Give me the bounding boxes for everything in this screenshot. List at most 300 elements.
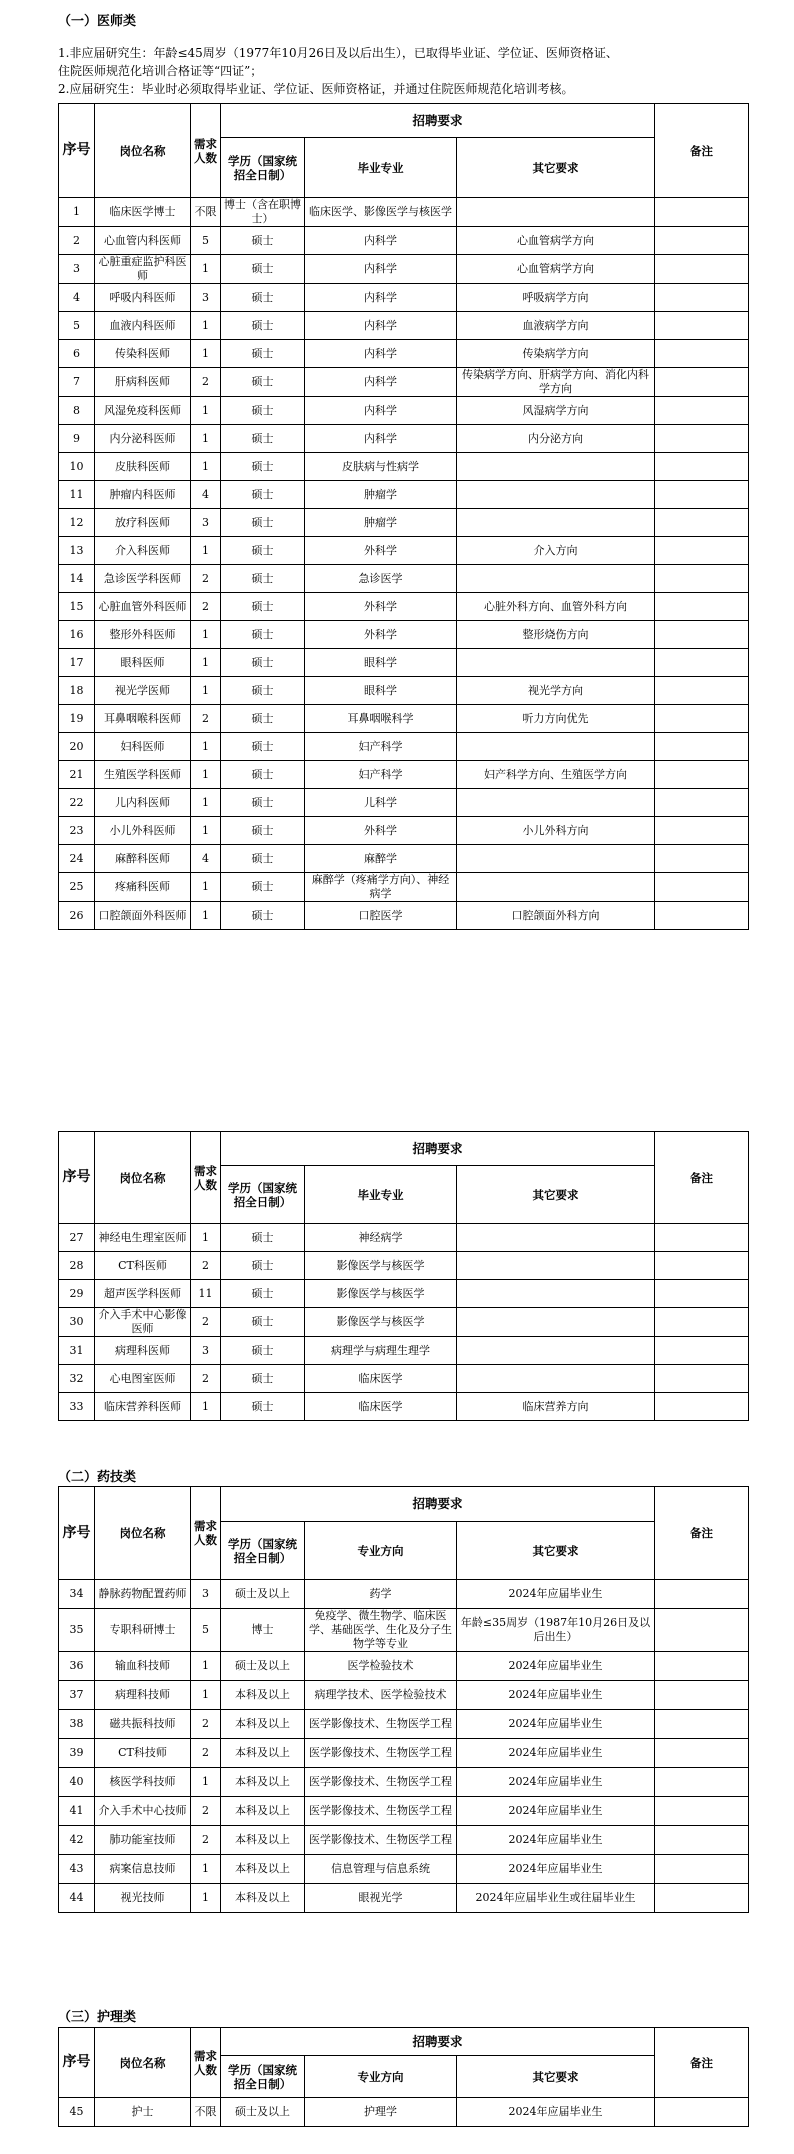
cell-major: 眼科学 bbox=[305, 677, 457, 705]
cell-seq: 44 bbox=[59, 1884, 95, 1913]
cell-other bbox=[457, 1280, 655, 1308]
table-row bbox=[59, 227, 749, 255]
cell-education: 硕士 bbox=[221, 509, 305, 537]
cell-seq: 24 bbox=[59, 845, 95, 873]
cell-major: 临床医学 bbox=[305, 1393, 457, 1421]
cell-major: 内科学 bbox=[305, 227, 457, 255]
table-row bbox=[59, 1681, 749, 1710]
cell-other bbox=[457, 845, 655, 873]
table-row bbox=[59, 789, 749, 817]
header-seq: 序号 bbox=[59, 2028, 95, 2098]
cell-post: 肺功能室技师 bbox=[95, 1826, 191, 1855]
cell-other: 传染病学方向、肝病学方向、消化内科学方向 bbox=[457, 368, 655, 397]
header-education: 学历（国家统招全日制） bbox=[221, 2056, 305, 2098]
cell-major: 内科学 bbox=[305, 397, 457, 425]
cell-education: 本科及以上 bbox=[221, 1855, 305, 1884]
section-title-doctors: （一）医师类 bbox=[58, 14, 137, 29]
cell-seq: 22 bbox=[59, 789, 95, 817]
table-row bbox=[59, 1797, 749, 1826]
cell-seq: 45 bbox=[59, 2098, 95, 2127]
cell-seq: 13 bbox=[59, 537, 95, 565]
cell-post: 疼痛科医师 bbox=[95, 873, 191, 902]
cell-major: 皮肤病与性病学 bbox=[305, 453, 457, 481]
cell-note bbox=[655, 705, 749, 733]
cell-count: 2 bbox=[191, 1252, 221, 1280]
table-row bbox=[59, 1826, 749, 1855]
cell-seq: 18 bbox=[59, 677, 95, 705]
cell-other: 2024年应届毕业生或往届毕业生 bbox=[457, 1884, 655, 1913]
cell-count: 3 bbox=[191, 284, 221, 312]
cell-education: 硕士 bbox=[221, 284, 305, 312]
cell-note bbox=[655, 1224, 749, 1252]
cell-seq: 27 bbox=[59, 1224, 95, 1252]
cell-education: 硕士 bbox=[221, 817, 305, 845]
cell-education: 硕士 bbox=[221, 705, 305, 733]
table-row bbox=[59, 1393, 749, 1421]
header-post: 岗位名称 bbox=[95, 1487, 191, 1580]
table-row bbox=[59, 1280, 749, 1308]
cell-other: 妇产科学方向、生殖医学方向 bbox=[457, 761, 655, 789]
cell-major: 内科学 bbox=[305, 284, 457, 312]
cell-count: 1 bbox=[191, 873, 221, 902]
cell-note bbox=[655, 1884, 749, 1913]
cell-seq: 35 bbox=[59, 1609, 95, 1652]
cell-note bbox=[655, 1365, 749, 1393]
cell-post: 临床营养科医师 bbox=[95, 1393, 191, 1421]
cell-post: 内分泌科医师 bbox=[95, 425, 191, 453]
cell-note bbox=[655, 873, 749, 902]
cell-post: 放疗科医师 bbox=[95, 509, 191, 537]
cell-count: 2 bbox=[191, 593, 221, 621]
cell-count: 11 bbox=[191, 1280, 221, 1308]
intro-line-3: 2.应届研究生：毕业时必须取得毕业证、学位证、医师资格证，并通过住院医师规范化培训考核。 bbox=[58, 82, 574, 96]
cell-count: 3 bbox=[191, 1337, 221, 1365]
cell-education: 硕士 bbox=[221, 621, 305, 649]
cell-seq: 42 bbox=[59, 1826, 95, 1855]
cell-other bbox=[457, 1337, 655, 1365]
header-requirements: 招聘要求 bbox=[221, 104, 655, 138]
cell-education: 硕士 bbox=[221, 845, 305, 873]
cell-education: 硕士 bbox=[221, 873, 305, 902]
cell-count: 不限 bbox=[191, 198, 221, 227]
cell-other: 年龄≤35周岁（1987年10月26日及以后出生） bbox=[457, 1609, 655, 1652]
cell-post: 静脉药物配置药师 bbox=[95, 1580, 191, 1609]
header-post: 岗位名称 bbox=[95, 2028, 191, 2098]
table-row bbox=[59, 397, 749, 425]
cell-major: 儿科学 bbox=[305, 789, 457, 817]
cell-major: 口腔医学 bbox=[305, 902, 457, 930]
cell-seq: 6 bbox=[59, 340, 95, 368]
cell-education: 硕士 bbox=[221, 368, 305, 397]
cell-seq: 14 bbox=[59, 565, 95, 593]
cell-count: 4 bbox=[191, 845, 221, 873]
cell-note bbox=[655, 593, 749, 621]
cell-seq: 5 bbox=[59, 312, 95, 340]
header-direction: 专业方向 bbox=[305, 2056, 457, 2098]
cell-other: 呼吸病学方向 bbox=[457, 284, 655, 312]
table-row bbox=[59, 1308, 749, 1337]
cell-education: 硕士 bbox=[221, 1365, 305, 1393]
cell-count: 2 bbox=[191, 1365, 221, 1393]
cell-education: 硕士 bbox=[221, 425, 305, 453]
cell-seq: 32 bbox=[59, 1365, 95, 1393]
cell-note bbox=[655, 1252, 749, 1280]
header-note: 备注 bbox=[655, 104, 749, 198]
cell-seq: 10 bbox=[59, 453, 95, 481]
table-row bbox=[59, 902, 749, 930]
header-other: 其它要求 bbox=[457, 138, 655, 198]
cell-count: 1 bbox=[191, 312, 221, 340]
cell-major: 外科学 bbox=[305, 621, 457, 649]
cell-education: 硕士 bbox=[221, 397, 305, 425]
cell-education: 本科及以上 bbox=[221, 1826, 305, 1855]
cell-education: 硕士 bbox=[221, 677, 305, 705]
cell-note bbox=[655, 817, 749, 845]
cell-other: 心血管病学方向 bbox=[457, 227, 655, 255]
cell-seq: 7 bbox=[59, 368, 95, 397]
cell-other: 整形烧伤方向 bbox=[457, 621, 655, 649]
cell-seq: 34 bbox=[59, 1580, 95, 1609]
table-row bbox=[59, 481, 749, 509]
cell-seq: 26 bbox=[59, 902, 95, 930]
cell-count: 1 bbox=[191, 397, 221, 425]
cell-seq: 31 bbox=[59, 1337, 95, 1365]
cell-note bbox=[655, 733, 749, 761]
cell-major: 耳鼻咽喉科学 bbox=[305, 705, 457, 733]
cell-post: 超声医学科医师 bbox=[95, 1280, 191, 1308]
cell-major: 信息管理与信息系统 bbox=[305, 1855, 457, 1884]
cell-other: 小儿外科方向 bbox=[457, 817, 655, 845]
doctors-table bbox=[58, 103, 749, 930]
cell-note bbox=[655, 255, 749, 284]
header-education: 学历（国家统招全日制） bbox=[221, 1522, 305, 1580]
cell-major: 内科学 bbox=[305, 425, 457, 453]
cell-post: 磁共振科技师 bbox=[95, 1710, 191, 1739]
cell-education: 本科及以上 bbox=[221, 1797, 305, 1826]
cell-major: 医学影像技术、生物医学工程 bbox=[305, 1739, 457, 1768]
cell-post: CT科医师 bbox=[95, 1252, 191, 1280]
table-row bbox=[59, 761, 749, 789]
cell-seq: 23 bbox=[59, 817, 95, 845]
cell-education: 硕士 bbox=[221, 340, 305, 368]
cell-major: 免疫学、微生物学、临床医学、基础医学、生化及分子生物学等专业 bbox=[305, 1609, 457, 1652]
cell-note bbox=[655, 565, 749, 593]
cell-note bbox=[655, 789, 749, 817]
table-row bbox=[59, 255, 749, 284]
cell-post: 临床医学博士 bbox=[95, 198, 191, 227]
table-row bbox=[59, 312, 749, 340]
header-other: 其它要求 bbox=[457, 1166, 655, 1224]
cell-seq: 2 bbox=[59, 227, 95, 255]
cell-post: 视光学医师 bbox=[95, 677, 191, 705]
cell-seq: 12 bbox=[59, 509, 95, 537]
cell-major: 药学 bbox=[305, 1580, 457, 1609]
header-requirements: 招聘要求 bbox=[221, 1487, 655, 1522]
cell-other: 听力方向优先 bbox=[457, 705, 655, 733]
cell-major: 肿瘤学 bbox=[305, 509, 457, 537]
cell-education: 硕士 bbox=[221, 453, 305, 481]
cell-other: 风湿病学方向 bbox=[457, 397, 655, 425]
cell-education: 硕士 bbox=[221, 1252, 305, 1280]
cell-other bbox=[457, 1224, 655, 1252]
cell-note bbox=[655, 1797, 749, 1826]
cell-education: 硕士 bbox=[221, 312, 305, 340]
cell-note bbox=[655, 845, 749, 873]
cell-post: 口腔颌面外科医师 bbox=[95, 902, 191, 930]
cell-post: 护士 bbox=[95, 2098, 191, 2127]
cell-other: 2024年应届毕业生 bbox=[457, 1739, 655, 1768]
cell-note bbox=[655, 453, 749, 481]
header-post: 岗位名称 bbox=[95, 104, 191, 198]
cell-education: 硕士 bbox=[221, 255, 305, 284]
cell-seq: 33 bbox=[59, 1393, 95, 1421]
cell-count: 2 bbox=[191, 1797, 221, 1826]
cell-note bbox=[655, 649, 749, 677]
cell-major: 内科学 bbox=[305, 340, 457, 368]
cell-note bbox=[655, 677, 749, 705]
header-count: 需求人数 bbox=[191, 1487, 221, 1580]
cell-post: 病理科医师 bbox=[95, 1337, 191, 1365]
header-seq: 序号 bbox=[59, 1487, 95, 1580]
cell-count: 2 bbox=[191, 565, 221, 593]
header-seq: 序号 bbox=[59, 104, 95, 198]
table-row bbox=[59, 565, 749, 593]
cell-count: 1 bbox=[191, 1884, 221, 1913]
cell-count: 1 bbox=[191, 649, 221, 677]
cell-post: 肿瘤内科医师 bbox=[95, 481, 191, 509]
cell-note bbox=[655, 425, 749, 453]
cell-note bbox=[655, 1580, 749, 1609]
cell-post: 急诊医学科医师 bbox=[95, 565, 191, 593]
header-education: 学历（国家统招全日制） bbox=[221, 138, 305, 198]
cell-major: 眼科学 bbox=[305, 649, 457, 677]
intro-line-2: 住院医师规范化培训合格证等“四证”； bbox=[58, 64, 263, 78]
cell-seq: 15 bbox=[59, 593, 95, 621]
cell-major: 内科学 bbox=[305, 255, 457, 284]
cell-count: 1 bbox=[191, 1768, 221, 1797]
cell-count: 1 bbox=[191, 789, 221, 817]
header-note: 备注 bbox=[655, 1132, 749, 1224]
cell-post: 心电图室医师 bbox=[95, 1365, 191, 1393]
cell-post: 介入手术中心影像医师 bbox=[95, 1308, 191, 1337]
cell-education: 硕士 bbox=[221, 649, 305, 677]
table-row bbox=[59, 873, 749, 902]
cell-education: 硕士 bbox=[221, 902, 305, 930]
cell-other: 2024年应届毕业生 bbox=[457, 1768, 655, 1797]
cell-post: 儿内科医师 bbox=[95, 789, 191, 817]
header-direction: 专业方向 bbox=[305, 1522, 457, 1580]
cell-major: 急诊医学 bbox=[305, 565, 457, 593]
cell-seq: 16 bbox=[59, 621, 95, 649]
cell-other: 2024年应届毕业生 bbox=[457, 1797, 655, 1826]
section-title-pharmacy-tech: （二）药技类 bbox=[58, 1470, 137, 1485]
cell-note bbox=[655, 761, 749, 789]
table-row bbox=[59, 1884, 749, 1913]
cell-seq: 19 bbox=[59, 705, 95, 733]
cell-post: 心血管内科医师 bbox=[95, 227, 191, 255]
cell-major: 妇产科学 bbox=[305, 761, 457, 789]
table-row bbox=[59, 368, 749, 397]
cell-seq: 17 bbox=[59, 649, 95, 677]
header-other: 其它要求 bbox=[457, 1522, 655, 1580]
cell-other: 介入方向 bbox=[457, 537, 655, 565]
table-row bbox=[59, 1580, 749, 1609]
cell-education: 硕士 bbox=[221, 227, 305, 255]
cell-other bbox=[457, 1365, 655, 1393]
cell-education: 硕士 bbox=[221, 733, 305, 761]
cell-note bbox=[655, 1308, 749, 1337]
cell-post: 病案信息技师 bbox=[95, 1855, 191, 1884]
cell-count: 5 bbox=[191, 227, 221, 255]
cell-other: 2024年应届毕业生 bbox=[457, 1580, 655, 1609]
cell-note bbox=[655, 1739, 749, 1768]
table-row bbox=[59, 845, 749, 873]
cell-seq: 11 bbox=[59, 481, 95, 509]
cell-note bbox=[655, 1768, 749, 1797]
cell-count: 2 bbox=[191, 1710, 221, 1739]
cell-post: 心脏重症监护科医师 bbox=[95, 255, 191, 284]
cell-education: 硕士 bbox=[221, 761, 305, 789]
cell-other bbox=[457, 481, 655, 509]
cell-count: 1 bbox=[191, 902, 221, 930]
cell-count: 1 bbox=[191, 1224, 221, 1252]
cell-seq: 36 bbox=[59, 1652, 95, 1681]
cell-other: 临床营养方向 bbox=[457, 1393, 655, 1421]
cell-note bbox=[655, 2098, 749, 2127]
header-education: 学历（国家统招全日制） bbox=[221, 1166, 305, 1224]
cell-major: 内科学 bbox=[305, 368, 457, 397]
table-row bbox=[59, 509, 749, 537]
cell-note bbox=[655, 1652, 749, 1681]
cell-count: 1 bbox=[191, 621, 221, 649]
cell-seq: 29 bbox=[59, 1280, 95, 1308]
cell-post: 呼吸内科医师 bbox=[95, 284, 191, 312]
cell-major: 外科学 bbox=[305, 593, 457, 621]
table-row bbox=[59, 1855, 749, 1884]
cell-post: 妇科医师 bbox=[95, 733, 191, 761]
section-title-nursing: （三）护理类 bbox=[58, 2010, 137, 2025]
cell-other bbox=[457, 873, 655, 902]
cell-major: 医学影像技术、生物医学工程 bbox=[305, 1710, 457, 1739]
cell-note bbox=[655, 1681, 749, 1710]
cell-count: 5 bbox=[191, 1609, 221, 1652]
header-post: 岗位名称 bbox=[95, 1132, 191, 1224]
cell-education: 硕士 bbox=[221, 1393, 305, 1421]
cell-major: 临床医学 bbox=[305, 1365, 457, 1393]
header-note: 备注 bbox=[655, 1487, 749, 1580]
cell-post: 眼科医师 bbox=[95, 649, 191, 677]
cell-education: 本科及以上 bbox=[221, 1710, 305, 1739]
cell-education: 本科及以上 bbox=[221, 1681, 305, 1710]
cell-education: 硕士 bbox=[221, 1337, 305, 1365]
cell-other: 心脏外科方向、血管外科方向 bbox=[457, 593, 655, 621]
table-row bbox=[59, 1252, 749, 1280]
cell-post: 心脏血管外科医师 bbox=[95, 593, 191, 621]
cell-count: 2 bbox=[191, 1739, 221, 1768]
cell-seq: 28 bbox=[59, 1252, 95, 1280]
cell-other: 2024年应届毕业生 bbox=[457, 1681, 655, 1710]
cell-seq: 39 bbox=[59, 1739, 95, 1768]
cell-post: 风湿免疫科医师 bbox=[95, 397, 191, 425]
cell-education: 硕士及以上 bbox=[221, 1652, 305, 1681]
cell-post: 神经电生理室医师 bbox=[95, 1224, 191, 1252]
cell-education: 硕士 bbox=[221, 789, 305, 817]
cell-major: 麻醉学（疼痛学方向）、神经病学 bbox=[305, 873, 457, 902]
table-row bbox=[59, 1365, 749, 1393]
cell-post: 介入手术中心技师 bbox=[95, 1797, 191, 1826]
table-row bbox=[59, 705, 749, 733]
cell-education: 硕士 bbox=[221, 1308, 305, 1337]
cell-note bbox=[655, 284, 749, 312]
cell-note bbox=[655, 537, 749, 565]
cell-other bbox=[457, 733, 655, 761]
cell-count: 1 bbox=[191, 733, 221, 761]
cell-post: 血液内科医师 bbox=[95, 312, 191, 340]
cell-other bbox=[457, 1252, 655, 1280]
cell-education: 博士（含在职博士） bbox=[221, 198, 305, 227]
cell-education: 硕士 bbox=[221, 1280, 305, 1308]
cell-education: 硕士 bbox=[221, 565, 305, 593]
cell-post: 传染科医师 bbox=[95, 340, 191, 368]
cell-other: 心血管病学方向 bbox=[457, 255, 655, 284]
table-row bbox=[59, 1652, 749, 1681]
table-row bbox=[59, 621, 749, 649]
cell-other bbox=[457, 1308, 655, 1337]
cell-note bbox=[655, 1710, 749, 1739]
cell-seq: 8 bbox=[59, 397, 95, 425]
cell-other: 内分泌方向 bbox=[457, 425, 655, 453]
cell-education: 博士 bbox=[221, 1609, 305, 1652]
cell-note bbox=[655, 1280, 749, 1308]
cell-post: 介入科医师 bbox=[95, 537, 191, 565]
cell-count: 2 bbox=[191, 368, 221, 397]
cell-count: 1 bbox=[191, 817, 221, 845]
cell-other: 2024年应届毕业生 bbox=[457, 1710, 655, 1739]
cell-other: 传染病学方向 bbox=[457, 340, 655, 368]
cell-count: 3 bbox=[191, 509, 221, 537]
cell-note bbox=[655, 1609, 749, 1652]
cell-education: 本科及以上 bbox=[221, 1884, 305, 1913]
cell-post: 核医学科技师 bbox=[95, 1768, 191, 1797]
cell-count: 1 bbox=[191, 537, 221, 565]
cell-note bbox=[655, 509, 749, 537]
table-row bbox=[59, 1337, 749, 1365]
cell-education: 本科及以上 bbox=[221, 1768, 305, 1797]
cell-seq: 38 bbox=[59, 1710, 95, 1739]
cell-post: 肝病科医师 bbox=[95, 368, 191, 397]
cell-major: 眼视光学 bbox=[305, 1884, 457, 1913]
cell-seq: 3 bbox=[59, 255, 95, 284]
cell-other bbox=[457, 789, 655, 817]
cell-education: 硕士 bbox=[221, 537, 305, 565]
cell-major: 医学检验技术 bbox=[305, 1652, 457, 1681]
table-row bbox=[59, 425, 749, 453]
cell-major: 医学影像技术、生物医学工程 bbox=[305, 1797, 457, 1826]
cell-seq: 20 bbox=[59, 733, 95, 761]
cell-other: 2024年应届毕业生 bbox=[457, 1855, 655, 1884]
cell-count: 1 bbox=[191, 1652, 221, 1681]
cell-note bbox=[655, 902, 749, 930]
cell-major: 影像医学与核医学 bbox=[305, 1280, 457, 1308]
cell-post: 整形外科医师 bbox=[95, 621, 191, 649]
table-row bbox=[59, 198, 749, 227]
pharmacy-tech-table bbox=[58, 1486, 749, 1913]
cell-note bbox=[655, 198, 749, 227]
cell-note bbox=[655, 1855, 749, 1884]
cell-major: 医学影像技术、生物医学工程 bbox=[305, 1826, 457, 1855]
cell-note bbox=[655, 1393, 749, 1421]
cell-seq: 43 bbox=[59, 1855, 95, 1884]
